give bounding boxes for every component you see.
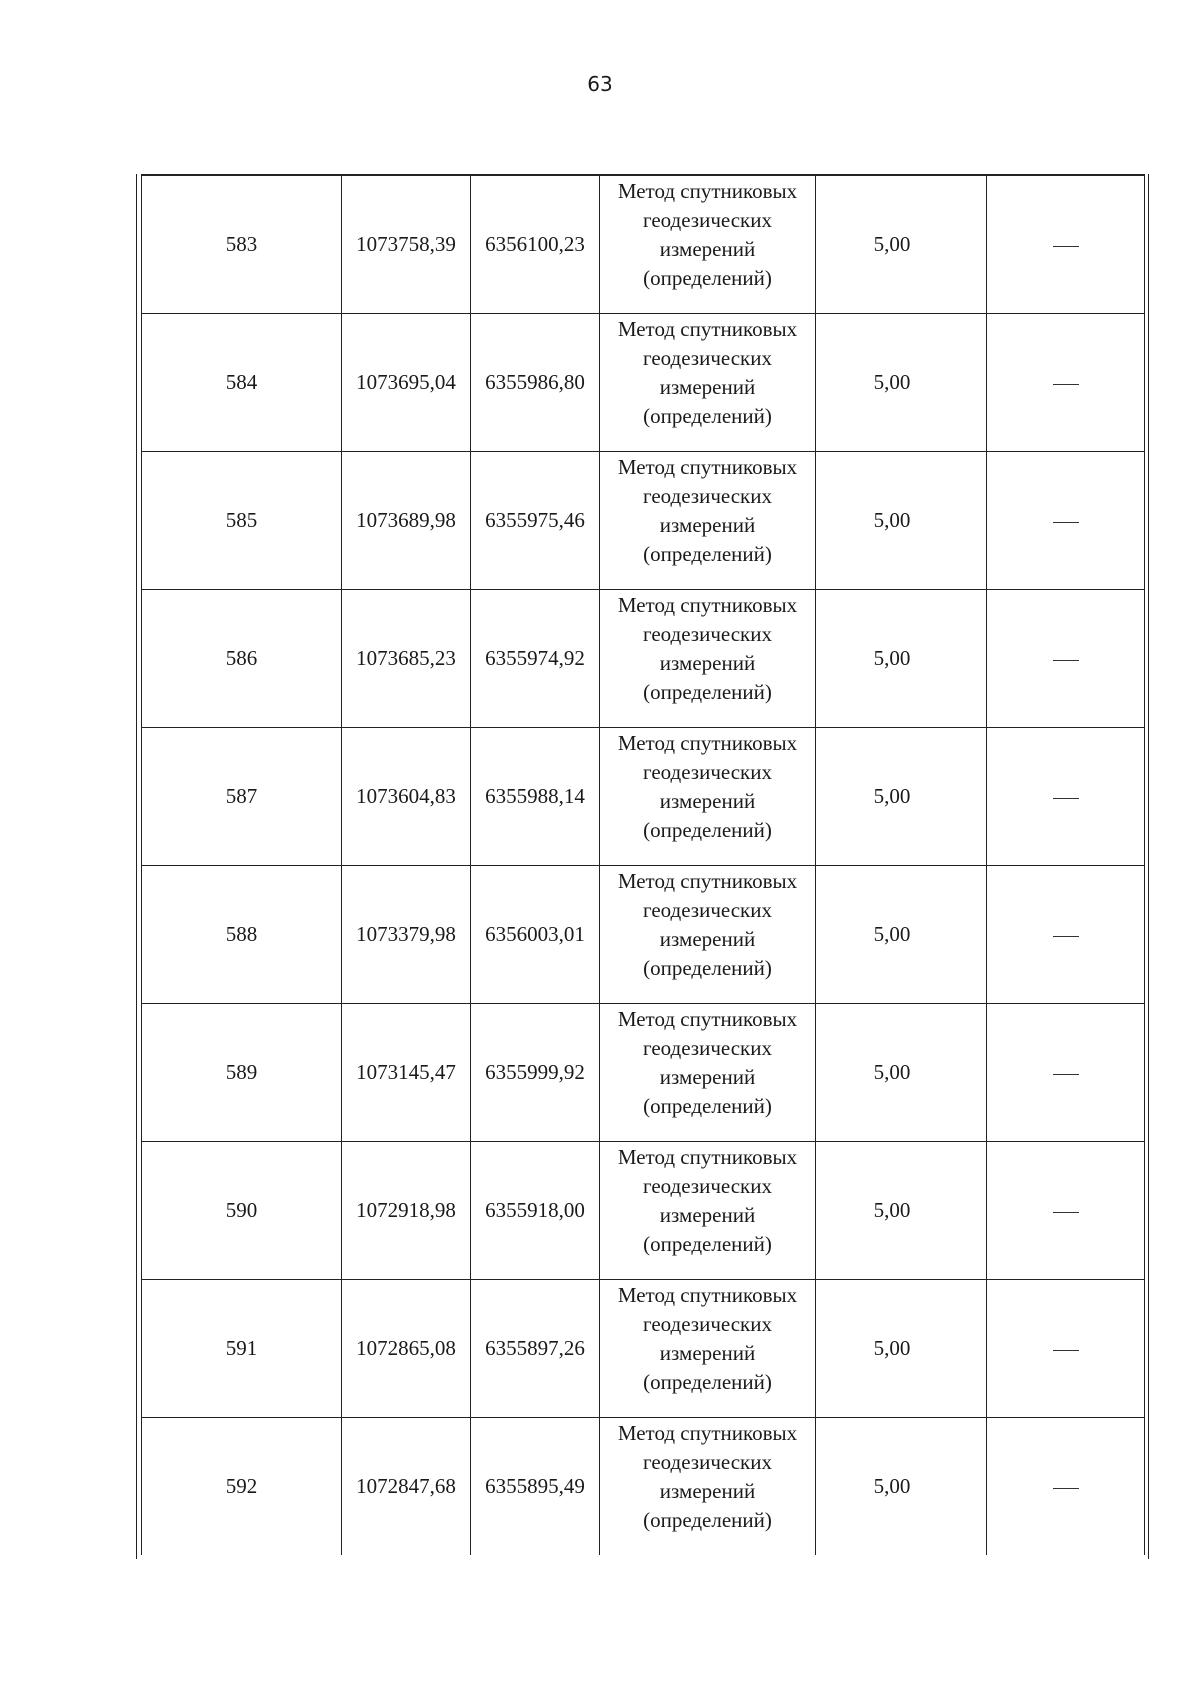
precision-cell: 5,00 xyxy=(816,1280,987,1418)
method-line: Метод спутниковых xyxy=(617,1145,798,1169)
dash-mark xyxy=(1053,660,1079,661)
table-row xyxy=(142,1004,1145,1142)
point-number-cell: 588 xyxy=(142,866,342,1004)
method-line: Метод спутниковых xyxy=(617,317,798,341)
method-line: измерений xyxy=(659,1065,756,1089)
method-cell xyxy=(600,175,816,314)
table-row xyxy=(142,590,1145,728)
precision-cell: 5,00 xyxy=(816,452,987,590)
method-line: измерений xyxy=(659,1479,756,1503)
y-coordinate-cell: 6355974,92 xyxy=(471,590,600,728)
note-cell xyxy=(987,866,1145,1004)
method-line: Метод спутниковых xyxy=(617,455,798,479)
method-line: измерений xyxy=(659,927,756,951)
x-coordinate-cell: 1073145,47 xyxy=(342,1004,471,1142)
dash-mark xyxy=(1053,798,1079,799)
method-line: (определений) xyxy=(643,1094,772,1118)
precision-cell: 5,00 xyxy=(816,866,987,1004)
method-line: (определений) xyxy=(643,542,772,566)
method-line: Метод спутниковых xyxy=(617,731,798,755)
precision-cell: 5,00 xyxy=(816,1004,987,1142)
method-line: геодезических xyxy=(642,484,772,508)
method-line: (определений) xyxy=(643,1508,772,1532)
x-coordinate-cell: 1072847,68 xyxy=(342,1418,471,1556)
note-cell xyxy=(987,1280,1145,1418)
precision-cell: 5,00 xyxy=(816,590,987,728)
method-line: измерений xyxy=(659,789,756,813)
method-line: измерений xyxy=(659,237,756,261)
x-coordinate-cell: 1073758,39 xyxy=(342,175,471,314)
dash-mark xyxy=(1053,1350,1079,1351)
point-number-cell: 586 xyxy=(142,590,342,728)
method-line: геодезических xyxy=(642,1312,772,1336)
precision-cell: 5,00 xyxy=(816,175,987,314)
method-line: геодезических xyxy=(642,346,772,370)
table-row xyxy=(142,1418,1145,1556)
y-coordinate-cell: 6355988,14 xyxy=(471,728,600,866)
note-cell xyxy=(987,728,1145,866)
method-line: измерений xyxy=(659,1203,756,1227)
method-line: (определений) xyxy=(643,404,772,428)
point-number-cell: 585 xyxy=(142,452,342,590)
method-line: геодезических xyxy=(642,1036,772,1060)
y-coordinate-cell: 6355897,26 xyxy=(471,1280,600,1418)
method-line: (определений) xyxy=(643,956,772,980)
table-row xyxy=(142,314,1145,452)
method-line: Метод спутниковых xyxy=(617,179,798,203)
y-coordinate-cell: 6356100,23 xyxy=(471,175,600,314)
method-cell xyxy=(600,866,816,1004)
y-coordinate-cell: 6355986,80 xyxy=(471,314,600,452)
table-body xyxy=(142,175,1145,1555)
method-cell xyxy=(600,452,816,590)
point-number-cell: 589 xyxy=(142,1004,342,1142)
table-row xyxy=(142,452,1145,590)
method-line: Метод спутниковых xyxy=(617,1007,798,1031)
point-number-cell: 591 xyxy=(142,1280,342,1418)
note-cell xyxy=(987,590,1145,728)
note-cell xyxy=(987,175,1145,314)
method-line: измерений xyxy=(659,375,756,399)
note-cell xyxy=(987,1418,1145,1556)
dash-mark xyxy=(1053,936,1079,937)
coordinates-table xyxy=(141,174,1145,1555)
method-cell xyxy=(600,1142,816,1280)
method-cell xyxy=(600,314,816,452)
precision-cell: 5,00 xyxy=(816,1142,987,1280)
method-line: геодезических xyxy=(642,622,772,646)
table-row xyxy=(142,1142,1145,1280)
method-line: геодезических xyxy=(642,760,772,784)
method-line: измерений xyxy=(659,513,756,537)
y-coordinate-cell: 6355895,49 xyxy=(471,1418,600,1556)
method-line: Метод спутниковых xyxy=(617,1421,798,1445)
method-line: измерений xyxy=(659,1341,756,1365)
table-row xyxy=(142,1280,1145,1418)
x-coordinate-cell: 1073695,04 xyxy=(342,314,471,452)
method-line: измерений xyxy=(659,651,756,675)
y-coordinate-cell: 6356003,01 xyxy=(471,866,600,1004)
note-cell xyxy=(987,314,1145,452)
method-line: (определений) xyxy=(643,1370,772,1394)
page-number: 63 xyxy=(587,72,613,96)
precision-cell: 5,00 xyxy=(816,314,987,452)
method-cell xyxy=(600,728,816,866)
point-number-cell: 584 xyxy=(142,314,342,452)
method-line: (определений) xyxy=(643,1232,772,1256)
dash-mark xyxy=(1053,1212,1079,1213)
method-cell xyxy=(600,1418,816,1556)
x-coordinate-cell: 1072918,98 xyxy=(342,1142,471,1280)
point-number-cell: 592 xyxy=(142,1418,342,1556)
method-cell xyxy=(600,1004,816,1142)
x-coordinate-cell: 1073685,23 xyxy=(342,590,471,728)
table-row xyxy=(142,175,1145,314)
point-number-cell: 583 xyxy=(142,175,342,314)
method-line: геодезических xyxy=(642,1174,772,1198)
method-line: (определений) xyxy=(643,680,772,704)
y-coordinate-cell: 6355999,92 xyxy=(471,1004,600,1142)
x-coordinate-cell: 1073379,98 xyxy=(342,866,471,1004)
method-line: Метод спутниковых xyxy=(617,593,798,617)
method-cell xyxy=(600,590,816,728)
table-row xyxy=(142,866,1145,1004)
y-coordinate-cell: 6355975,46 xyxy=(471,452,600,590)
method-line: геодезических xyxy=(642,208,772,232)
method-cell xyxy=(600,1280,816,1418)
x-coordinate-cell: 1073604,83 xyxy=(342,728,471,866)
method-line: (определений) xyxy=(643,266,772,290)
coordinates-table-frame xyxy=(141,174,1144,1555)
point-number-cell: 587 xyxy=(142,728,342,866)
precision-cell: 5,00 xyxy=(816,1418,987,1556)
x-coordinate-cell: 1072865,08 xyxy=(342,1280,471,1418)
x-coordinate-cell: 1073689,98 xyxy=(342,452,471,590)
method-line: Метод спутниковых xyxy=(617,1283,798,1307)
method-line: геодезических xyxy=(642,1450,772,1474)
dash-mark xyxy=(1053,384,1079,385)
note-cell xyxy=(987,1142,1145,1280)
point-number-cell: 590 xyxy=(142,1142,342,1280)
method-line: Метод спутниковых xyxy=(617,869,798,893)
method-line: (определений) xyxy=(643,818,772,842)
method-line: геодезических xyxy=(642,898,772,922)
dash-mark xyxy=(1053,246,1079,247)
dash-mark xyxy=(1053,1488,1079,1489)
note-cell xyxy=(987,1004,1145,1142)
dash-mark xyxy=(1053,1074,1079,1075)
note-cell xyxy=(987,452,1145,590)
precision-cell: 5,00 xyxy=(816,728,987,866)
y-coordinate-cell: 6355918,00 xyxy=(471,1142,600,1280)
table-row xyxy=(142,728,1145,866)
dash-mark xyxy=(1053,522,1079,523)
